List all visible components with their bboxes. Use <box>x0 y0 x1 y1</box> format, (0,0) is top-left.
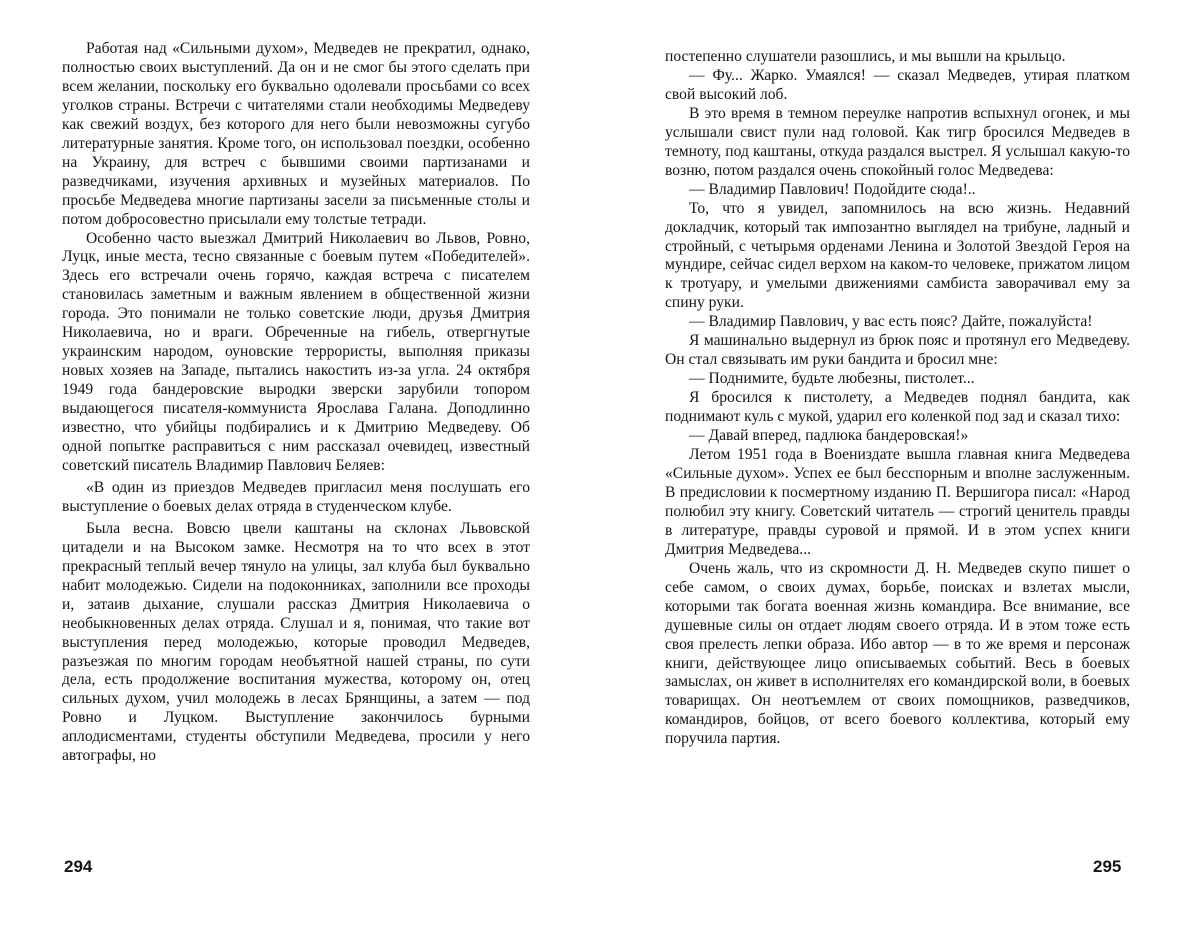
paragraph: постепенно слушатели разошлись, и мы вышли на крыльцо. <box>665 48 1130 67</box>
paragraph: Летом 1951 года в Воениздате вышла главная книга Медведева «Сильные духом». Успех ее был бесспорным и вполне заслуженным. В предисловии к посмертному изданию П. Вершигора писал: «Народ полюбил эту книгу. Советский читатель — строгий ценитель правды в литературе, правды суровой и прямой. И в этом успех книги Дмитрия Медведева... <box>665 446 1130 560</box>
dialogue-paragraph: — Фу... Жарко. Умаялся! — сказал Медведев, утирая платком свой высокий лоб. <box>665 67 1130 105</box>
quote-paragraph: Была весна. Вовсю цвели каштаны на склонах Львовской цитадели и на Высоком замке. Несмотря на то что всех в этот прекрасный теплый вечер тянуло на улицы, зал клуба был буквально набит молодежью. Сидели на подоконниках, заполнили все проходы и, затаив дыхание, слушали рассказ Дмитрия Николаевича о необыкновенных делах отряда. Слушал и я, понимая, что такие вот выступления перед молодежью, которые проводил Медведев, разъезжая по многим городам необъятной нашей страны, по сути дела, есть продолжение воспитания мужества, которому он, отец сильных духом, учил молодежь в лесах Брянщины, а затем — под Ровно и Луцком. Выступление закончилось бурными аплодисментами, студенты обступили Медведева, просили у него автографы, но <box>62 520 530 766</box>
paragraph: В это время в темном переулке напротив вспыхнул огонек, и мы услышали свист пули над головой. Как тигр бросился Медведев в темноту, под каштаны, откуда раздался выстрел. Я услышал какую-то возню, потом раздался очень спокойный голос Медведева: <box>665 105 1130 181</box>
quote-paragraph: «В один из приездов Медведев пригласил меня послушать его выступление о боевых делах отряда в студенческом клубе. <box>62 479 530 517</box>
paragraph: То, что я увидел, запомнилось на всю жизнь. Недавний докладчик, который так импозантно выглядел на трибуне, ладный и стройный, с четырьмя орденами Ленина и Золотой Звездой Героя на мундире, сейчас сидел верхом на каком-то человеке, прижатом лицом к тротуару, и умелыми движениями самбиста заворачивал ему за спину руки. <box>665 200 1130 314</box>
paragraph: Я машинально выдернул из брюк пояс и протянул его Медведеву. Он стал связывать им руки бандита и бросил мне: <box>665 332 1130 370</box>
paragraph: Я бросился к пистолету, а Медведев поднял бандита, как поднимают куль с мукой, ударил его коленкой под зад и сказал тихо: <box>665 389 1130 427</box>
left-page-text <box>62 40 530 766</box>
paragraph: Очень жаль, что из скромности Д. Н. Медведев скупо пишет о себе самом, о своих думах, борьбе, поисках и взлетах мысли, которыми так богата военная жизнь командира. Все внимание, все душевные силы он отдает людям своего отряда. И в этом тоже есть своя прелесть лепки образа. Ибо автор — в то же время и персонаж книги, действующее лицо описываемых событий. Весь в боевых замыслах, он живет в исполнителях его командирской воли, в боевых товарищах. Он неотъемлем от своих помощников, разведчиков, командиров, бойцов, от всего боевого коллектива, который ему поручила партия. <box>665 560 1130 750</box>
right-page-text <box>665 48 1130 749</box>
page-number-left: 294 <box>64 857 92 877</box>
dialogue-paragraph: — Владимир Павлович! Подойдите сюда!.. <box>665 181 1130 200</box>
dialogue-paragraph: — Поднимите, будьте любезны, пистолет... <box>665 370 1130 389</box>
dialogue-paragraph: — Владимир Павлович, у вас есть пояс? Дайте, пожалуйста! <box>665 313 1130 332</box>
paragraph: Работая над «Сильными духом», Медведев не прекратил, однако, полностью своих выступлений. Да он и не смог бы этого сделать при всем желании, поскольку его буквально одолевали просьбами со всех уголков страны. Встречи с читателями стали необходимы Медведеву как свежий воздух, без которого для него были невозможны сугубо литературные занятия. Кроме того, он использовал поездки, особенно на Украину, для встреч с бывшими своими партизанами и разведчиками, изучения архивных и музейных материалов. По просьбе Медведева многие партизаны засели за письменные столы и потом добросовестно присылали ему толстые тетради. <box>62 40 530 230</box>
paragraph: Особенно часто выезжал Дмитрий Николаевич во Львов, Ровно, Луцк, иные места, тесно связанные с боевым путем «Победителей». Здесь его встречали очень горячо, каждая встреча с писателем становилась заметным и важным явлением в общественной жизни города. Это понимали не только советские люди, друзья Дмитрия Николаевича, но и враги. Обреченные на гибель, отвергнутые украинским народом, оуновские террористы, выполняя приказы новых хозяев на Западе, пытались накостить из-за угла. 24 октября 1949 года бандеровские выродки зверски зарубили топором выдающегося писателя-коммуниста Ярослава Галана. Доподлинно известно, что убийцы подбирались и к Дмитрию Медведеву. Об одной попытке расправиться с ним рассказал очевидец, известный советский писатель Владимир Павлович Беляев: <box>62 230 530 476</box>
dialogue-paragraph: — Давай вперед, падлюка бандеровская!» <box>665 427 1130 446</box>
page-number-right: 295 <box>1093 857 1121 877</box>
